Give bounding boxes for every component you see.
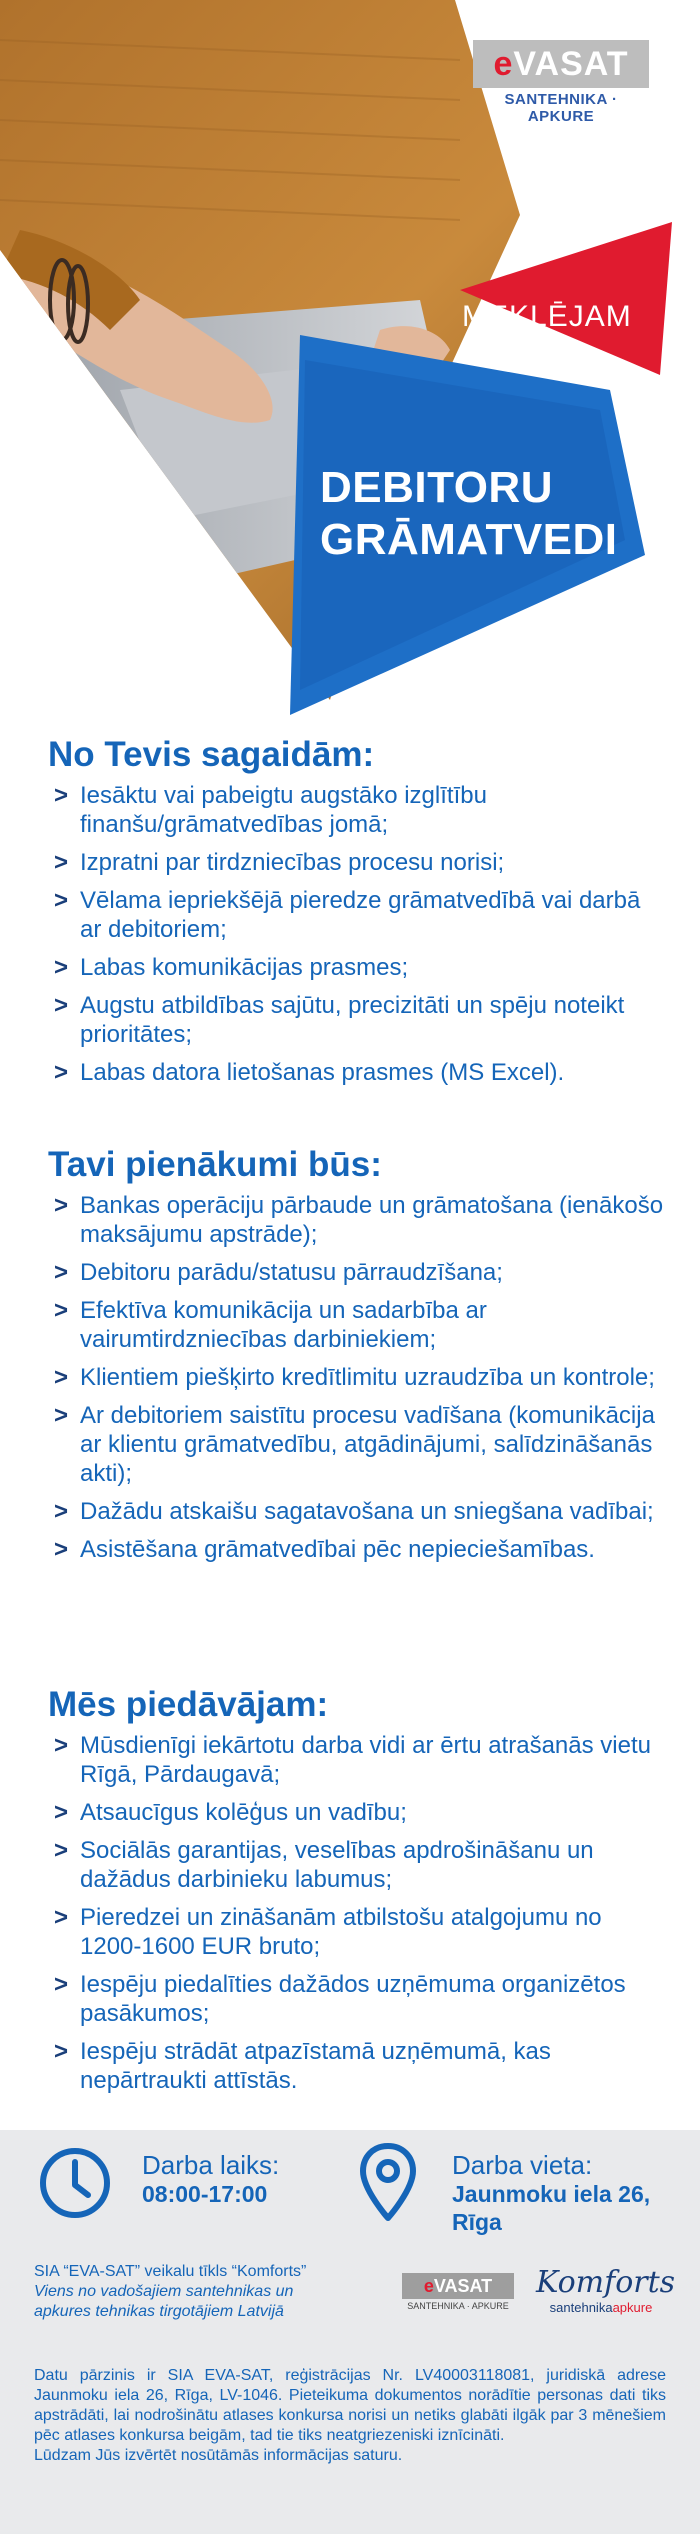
duties-section bbox=[48, 1143, 668, 1573]
logo-tagline: SANTEHNIKA · APKURE bbox=[504, 91, 618, 125]
clock-icon bbox=[38, 2146, 112, 2220]
list-item: > Atsaucīgus kolēģus un vadību; bbox=[54, 1799, 407, 1826]
work-location-label: Darba vieta: bbox=[452, 2150, 593, 2180]
logo-brand: e VASAT bbox=[473, 40, 649, 88]
list-item: > Efektīva komunikācija un sadarbība ar vairumtirdzniecības darbiniekiem; bbox=[54, 1297, 487, 1353]
work-location-street: Jaunmoku iela 26, bbox=[452, 2181, 651, 2207]
komforts-logo bbox=[536, 2265, 676, 2315]
duties-list bbox=[48, 1191, 668, 1564]
list-item: > Klientiem piešķirto kredītlimitu uzraudzība un kontrole; bbox=[54, 1364, 655, 1391]
list-item: > Mūsdienīgi iekārtotu darba vidi ar ērtu atrašanās vietu Rīgā, Pārdaugavā; bbox=[54, 1732, 651, 1788]
disclaimer-last: Lūdzam Jūs izvērtēt nosūtāmās informācijas saturu. bbox=[34, 2447, 403, 2464]
hero-tag: MEKLĒJAM bbox=[462, 300, 632, 333]
list-item: > Bankas operāciju pārbaude un grāmatošana (ienākošo maksājumu apstrāde); bbox=[54, 1192, 664, 1248]
company-description bbox=[34, 2262, 394, 2322]
list-item: > Iespēju piedalīties dažādos uzņēmuma organizētos pasākumos; bbox=[54, 1971, 626, 2027]
list-item: > Augstu atbildības sajūtu, precizitāti un spēju noteikt prioritātes; bbox=[54, 992, 625, 1048]
duties-heading: Tavi pienākumi būs: bbox=[48, 1145, 382, 1184]
working-hours-value: 08:00-17:00 bbox=[142, 2181, 268, 2207]
list-item: > Iesāktu vai pabeigtu augstāko izglītību finanšu/grāmatvedības jomā; bbox=[54, 782, 487, 838]
list-item: > Izpratni par tirdzniecības procesu norisi; bbox=[54, 849, 505, 876]
location-pin-icon bbox=[358, 2142, 418, 2224]
company-line: SIA “EVA-SAT” veikalu tīkls “Komforts” bbox=[34, 2263, 307, 2280]
working-hours-label: Darba laiks: bbox=[142, 2150, 280, 2180]
mini-logo-tagline: SANTEHNIKA · APKURE bbox=[407, 2301, 509, 2311]
list-item: > Vēlama iepriekšējā pieredze grāmatvedībā vai darbā ar debitoriem; bbox=[54, 887, 641, 943]
requirements-list bbox=[48, 781, 668, 1087]
list-item: > Dažādu atskaišu sagatavošana un sniegšana vadībai; bbox=[54, 1498, 654, 1525]
hero-title bbox=[320, 462, 650, 566]
hero-title-line2: GRĀMATVEDI bbox=[320, 515, 618, 564]
komforts-name: Komforts bbox=[536, 2265, 676, 2300]
list-item: > Iespēju strādāt atpazīstamā uzņēmumā, kas nepārtraukti attīstās. bbox=[54, 2038, 551, 2094]
hero-banner bbox=[0, 0, 700, 720]
work-location-city: Rīga bbox=[452, 2209, 502, 2235]
offer-list bbox=[48, 1731, 668, 2095]
list-item: > Sociālās garantijas, veselības apdrošināšanu un dažādus darbinieku labumus; bbox=[54, 1837, 594, 1893]
hero-title-line1: DEBITORU bbox=[320, 463, 553, 512]
disclaimer-text: Datu pārzinis ir SIA EVA-SAT, reģistrācijas Nr. LV40003118081, juridiskā adrese Jaunmoku iela 26, Rīga, LV-1046. Pieteikuma dokumentos norādītie personas dati tiks apstrādāti, lai nodrošinātu atlases konkursa norisi un netiks glabāti ilgāk par 3 mēnešiem pēc atlases konkursa beigām, tad tie tiks neatgriezeniski iznīcināti. bbox=[34, 2367, 666, 2444]
list-item: > Ar debitoriem saistītu procesu vadīšana (komunikācija ar klientu grāmatvedību, atgādinājumi, salīdzināšanās akti); bbox=[54, 1402, 655, 1487]
list-item: > Pieredzei un zināšanām atbilstošu atalgojumu no 1200-1600 EUR bruto; bbox=[54, 1904, 602, 1960]
evasat-mini-logo bbox=[402, 2273, 514, 2311]
working-hours bbox=[142, 2150, 279, 2208]
list-item: > Labas komunikācijas prasmes; bbox=[54, 954, 409, 981]
list-item: > Asistēšana grāmatvedībai pēc nepieciešamības. bbox=[54, 1536, 595, 1563]
mini-logo-brand: e VASAT bbox=[402, 2273, 514, 2299]
company-line: Viens no vadošajiem santehnikas un bbox=[34, 2283, 294, 2300]
offer-heading: Mēs piedāvājam: bbox=[48, 1685, 329, 1724]
footer bbox=[0, 2130, 700, 2534]
offer-section bbox=[48, 1683, 668, 2104]
list-item: > Labas datora lietošanas prasmes (MS Excel). bbox=[54, 1059, 565, 1086]
work-location bbox=[452, 2150, 650, 2236]
evasat-logo bbox=[473, 40, 649, 125]
privacy-disclaimer bbox=[34, 2366, 666, 2466]
requirements-section bbox=[48, 733, 668, 1096]
list-item: > Debitoru parādu/statusu pārraudzīšana; bbox=[54, 1259, 503, 1286]
company-line: apkures tehnikas tirgotājiem Latvijā bbox=[34, 2303, 284, 2320]
requirements-heading: No Tevis sagaidām: bbox=[48, 735, 375, 774]
komforts-tagline: santehnikaapkure bbox=[549, 2300, 653, 2315]
